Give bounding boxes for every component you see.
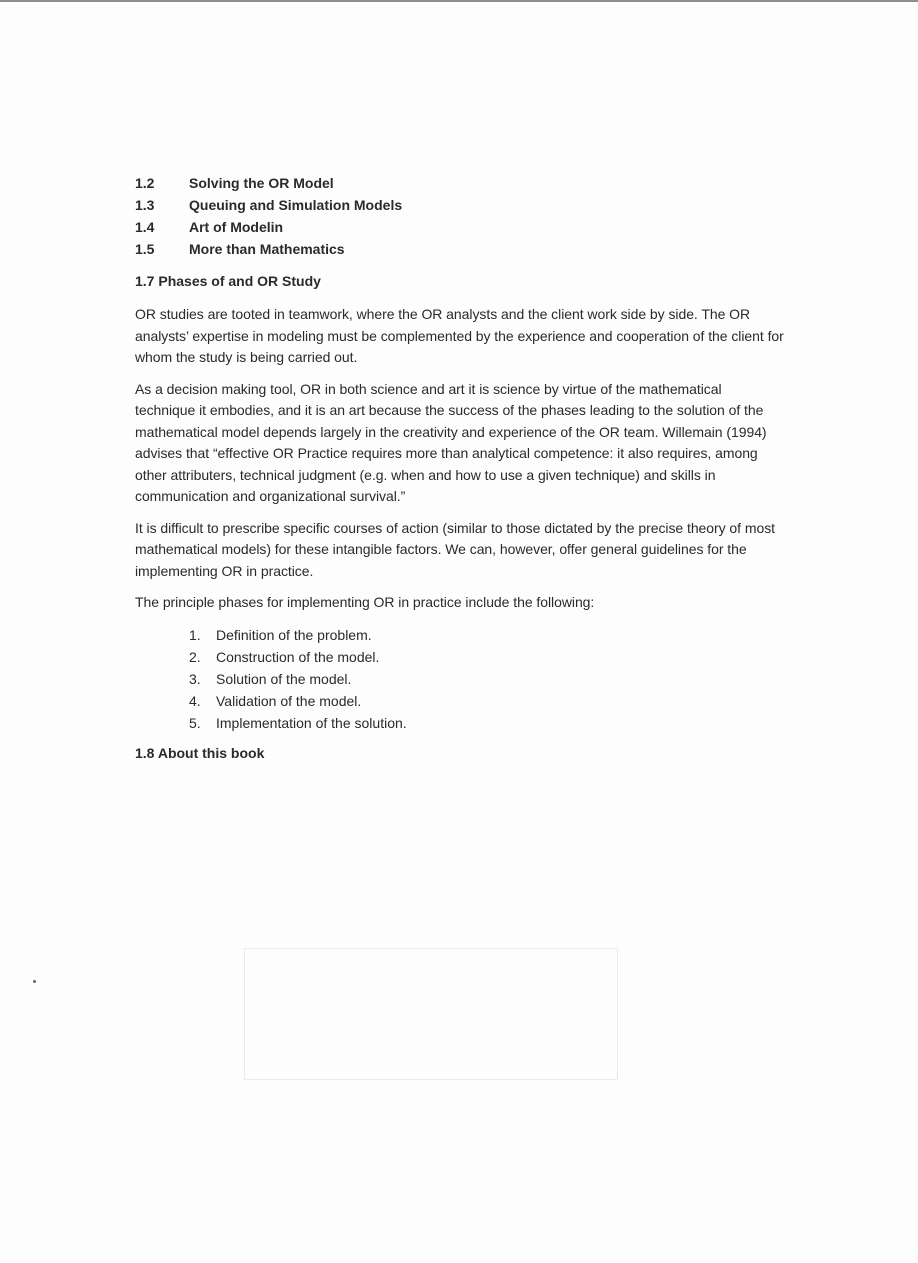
list-number: 3.	[189, 670, 201, 687]
show-through-box	[244, 948, 618, 1080]
toc-title: Queuing and Simulation Models	[189, 197, 403, 213]
list-number: 1.	[189, 626, 201, 643]
paragraph: OR studies are tooted in teamwork, where the OR analysts and the client work side by side. The OR analysts’ expertise in modeling must be complemented by the experience and cooperation of the client for whom the study is being carried out.	[135, 306, 784, 365]
scan-speck	[33, 980, 36, 983]
toc-number: 1.3	[135, 197, 155, 213]
toc-title: More than Mathematics	[189, 241, 345, 257]
phases-list	[135, 624, 785, 734]
list-item	[189, 690, 785, 712]
list-item	[189, 624, 785, 646]
list-number: 5.	[189, 714, 201, 731]
list-number: 4.	[189, 692, 201, 709]
paragraph: It is difficult to prescribe specific courses of action (similar to those dictated by the precise theory of most mathematical models) for these intangible factors. We can, however, offer general guidelines for the implementing OR in practice.	[135, 519, 775, 579]
section-heading-about: 1.8 About this book	[135, 744, 265, 761]
toc-title: Art of Modelin	[189, 219, 284, 235]
paragraph: As a decision making tool, OR in both science and art it is science by virtue of the mathematical technique it embodies, and it is an art because the success of the phases leading to the solution of the mathematical model depends largely in the creativity and experience of the OR team. Willemain (1994) advises that “effective OR Practice requires more than analytical competence: it also requires, among other attributers, technical judgment (e.g. when and how to use a given technique) and skills in communication and organizational survival.”	[135, 380, 767, 504]
toc-list	[135, 172, 785, 260]
paragraph: The principle phases for implementing OR in practice include the following:	[135, 594, 595, 610]
list-text: Implementation of the solution.	[216, 714, 407, 731]
list-text: Validation of the model.	[216, 692, 362, 709]
toc-number: 1.5	[135, 241, 155, 257]
list-item	[189, 712, 785, 734]
list-text: Construction of the model.	[216, 648, 380, 665]
list-text: Definition of the problem.	[216, 626, 372, 643]
document-page	[135, 172, 785, 776]
toc-number: 1.2	[135, 175, 155, 191]
toc-item	[135, 194, 785, 216]
toc-number: 1.4	[135, 219, 155, 235]
list-item	[189, 646, 785, 668]
list-text: Solution of the model.	[216, 670, 352, 687]
toc-title: Solving the OR Model	[189, 175, 334, 191]
toc-item	[135, 216, 785, 238]
list-item	[189, 668, 785, 690]
list-number: 2.	[189, 648, 201, 665]
section-heading-phases: 1.7 Phases of and OR Study	[135, 273, 321, 289]
scan-edge-line	[0, 0, 918, 2]
toc-item	[135, 238, 785, 260]
toc-item	[135, 172, 785, 194]
